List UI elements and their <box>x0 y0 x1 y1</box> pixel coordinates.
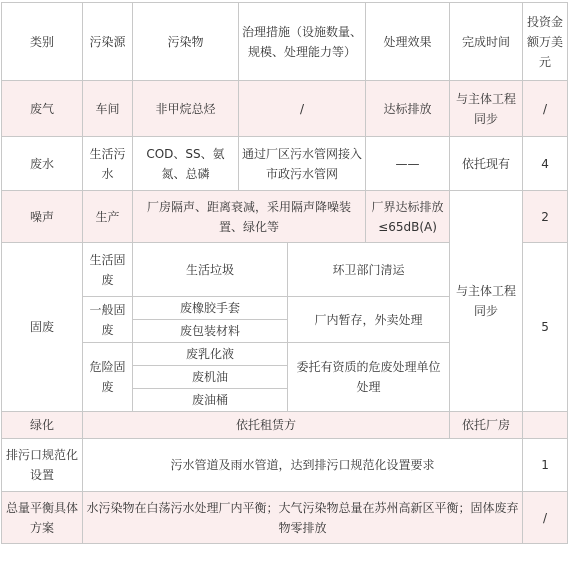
solid-hazardous-pollutant-3: 废油桶 <box>133 389 288 412</box>
header-measures: 治理措施（设施数量、规模、处理能力等） <box>239 3 366 81</box>
gas-pollutant: 非甲烷总烃 <box>133 81 239 137</box>
header-effect: 处理效果 <box>366 3 450 81</box>
solid-domestic-measures: 环卫部门清运 <box>288 243 450 297</box>
solid-general-source: 一般固废 <box>83 297 133 343</box>
solid-category: 固废 <box>2 243 83 412</box>
noise-source: 生产 <box>83 191 133 243</box>
noise-investment: 2 <box>523 191 568 243</box>
greening-time: 依托厂房 <box>450 412 523 439</box>
solid-hazardous-source: 危险固废 <box>83 343 133 412</box>
noise-category: 噪声 <box>2 191 83 243</box>
noise-measures: 厂房隔声、距离衰减，采用隔声降噪装置、绿化等 <box>133 191 366 243</box>
outlet-measures: 污水管道及雨水管道，达到排污口规范化设置要求 <box>83 439 523 492</box>
header-source: 污染源 <box>83 3 133 81</box>
solid-general-pollutant-1: 废橡胶手套 <box>133 297 288 320</box>
greening-measures: 依托租赁方 <box>83 412 450 439</box>
table-row-noise <box>2 191 568 243</box>
table-row-outlet <box>2 439 568 492</box>
total-measures: 水污染物在白荡污水处理厂内平衡；大气污染物总量在苏州高新区平衡；固体废弃物零排放 <box>83 492 523 544</box>
greening-category: 绿化 <box>2 412 83 439</box>
table-row-total <box>2 492 568 544</box>
water-pollutant: COD、SS、氨氮、总磷 <box>133 137 239 191</box>
water-measures: 通过厂区污水管网接入市政污水管网 <box>239 137 366 191</box>
header-category: 类别 <box>2 3 83 81</box>
gas-measures: / <box>239 81 366 137</box>
water-category: 废水 <box>2 137 83 191</box>
header-row <box>2 3 568 81</box>
gas-effect: 达标排放 <box>366 81 450 137</box>
solid-general-pollutant-2: 废包装材料 <box>133 320 288 343</box>
header-investment: 投资金额万美元 <box>523 3 568 81</box>
solid-time: 与主体工程同步 <box>450 191 523 412</box>
solid-investment: 5 <box>523 243 568 412</box>
gas-investment: / <box>523 81 568 137</box>
solid-hazardous-pollutant-1: 废乳化液 <box>133 343 288 366</box>
gas-time: 与主体工程同步 <box>450 81 523 137</box>
gas-category: 废气 <box>2 81 83 137</box>
header-pollutant: 污染物 <box>133 3 239 81</box>
greening-investment <box>523 412 568 439</box>
total-investment: / <box>523 492 568 544</box>
environmental-measures-table <box>1 2 568 544</box>
solid-hazardous-pollutant-2: 废机油 <box>133 366 288 389</box>
table-row-gas <box>2 81 568 137</box>
water-effect: —— <box>366 137 450 191</box>
table-row-greening <box>2 412 568 439</box>
solid-domestic-source: 生活固废 <box>83 243 133 297</box>
total-category: 总量平衡具体方案 <box>2 492 83 544</box>
solid-hazardous-measures: 委托有资质的危废处理单位处理 <box>288 343 450 412</box>
outlet-investment: 1 <box>523 439 568 492</box>
solid-domestic-pollutant: 生活垃圾 <box>133 243 288 297</box>
water-time: 依托现有 <box>450 137 523 191</box>
gas-source: 车间 <box>83 81 133 137</box>
solid-general-measures: 厂内暂存，外卖处理 <box>288 297 450 343</box>
water-investment: 4 <box>523 137 568 191</box>
outlet-category: 排污口规范化设置 <box>2 439 83 492</box>
table-row-water <box>2 137 568 191</box>
water-source: 生活污水 <box>83 137 133 191</box>
noise-effect: 厂界达标排放≤65dB(A) <box>366 191 450 243</box>
header-time: 完成时间 <box>450 3 523 81</box>
